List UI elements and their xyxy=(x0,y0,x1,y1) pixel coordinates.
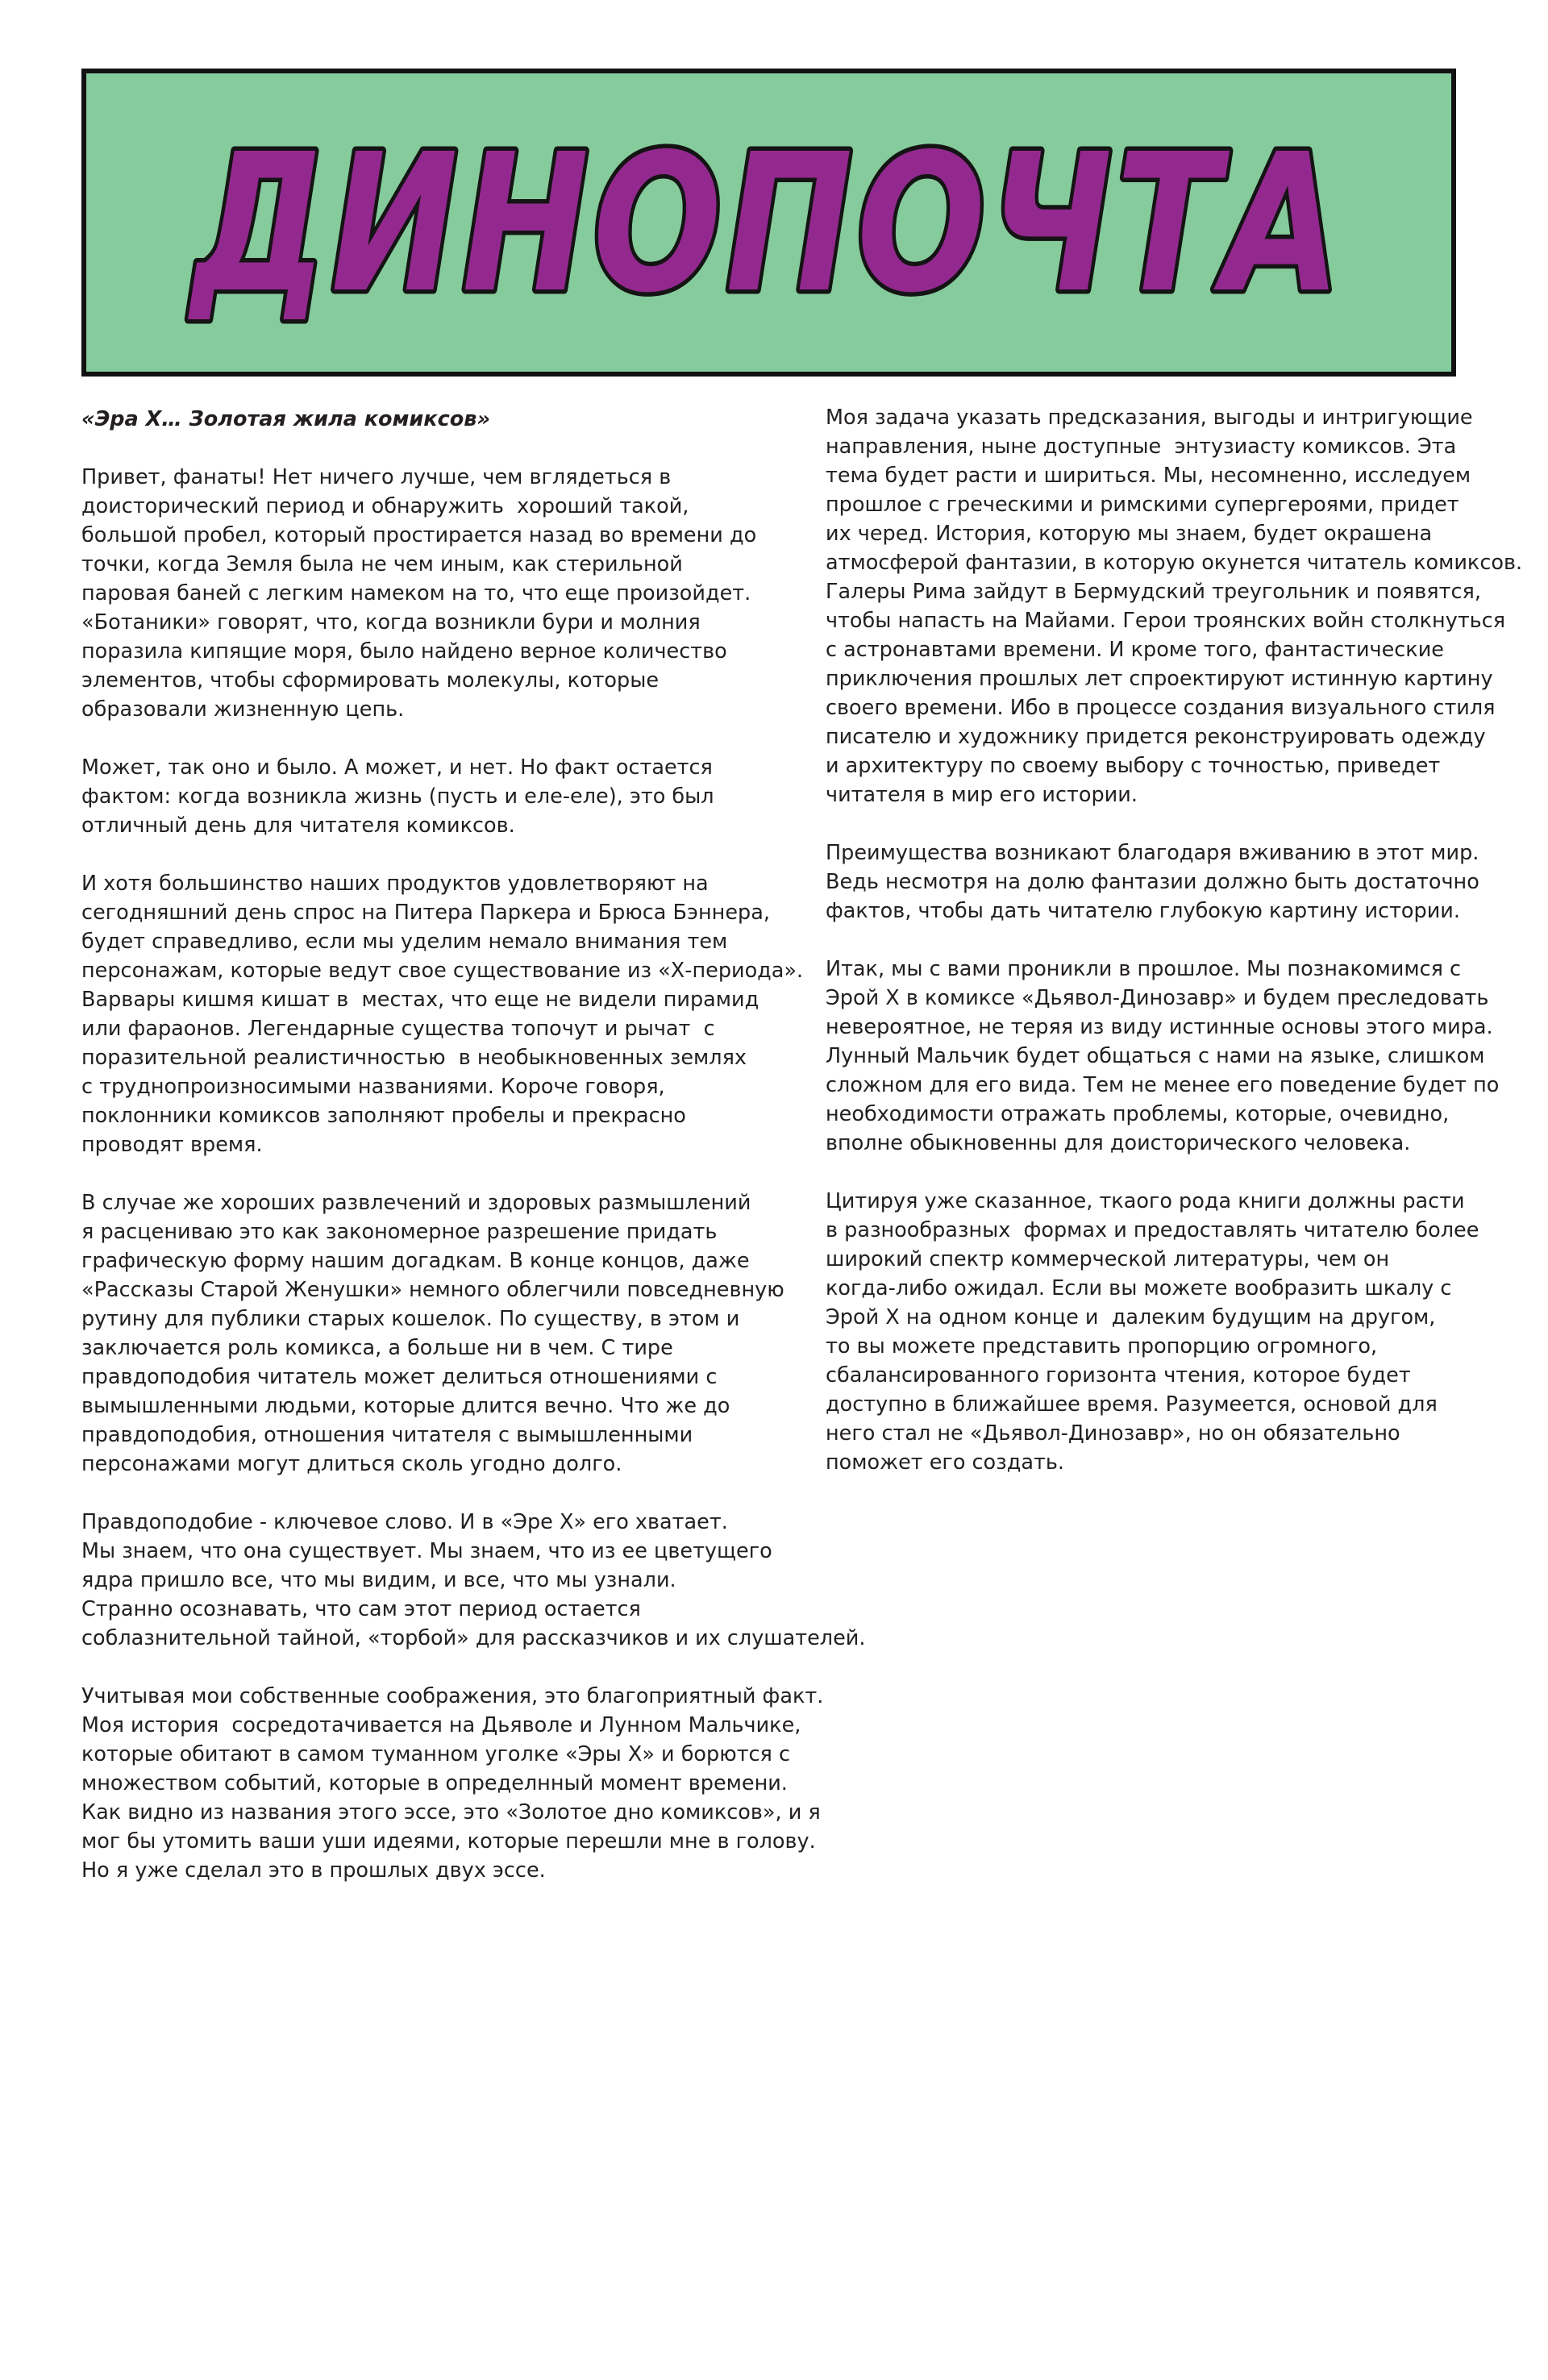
text-line: писателю и художнику придется реконструировать одежду xyxy=(826,725,1486,749)
paragraph xyxy=(826,403,1523,809)
text-line: правдоподобия, отношения читателя с вымышленными xyxy=(81,1423,693,1447)
text-line: чтобы напасть на Майами. Герои троянских войн столкнуться xyxy=(826,609,1506,633)
text-line: Мы знаем, что она существует. Мы знаем, что из ее цветущего xyxy=(81,1539,772,1563)
text-line: точки, когда Земля была не чем иным, как стерильной xyxy=(81,552,683,576)
text-line: Привет, фанаты! Нет ничего лучше, чем вглядеться в xyxy=(81,465,672,489)
text-line: необходимости отражать проблемы, которые, очевидно, xyxy=(826,1102,1450,1126)
text-line: заключается роль комикса, а больше ни в чем. С тире xyxy=(81,1336,673,1360)
text-line: Но я уже сделал это в прошлых двух эссе. xyxy=(81,1858,546,1883)
text-line: в разнообразных формах и предоставлять читателю более xyxy=(826,1218,1479,1242)
text-line: Эрой Х в комиксе «Дьявол-Динозавр» и будем преследовать xyxy=(826,986,1489,1010)
text-line: прошлое с греческими и римскими супергероями, придет xyxy=(826,493,1459,517)
text-line: и архитектуру по своему выбору с точностью, приведет xyxy=(826,754,1441,778)
text-line: Эрой Х на одном конце и далеким будущим на другом, xyxy=(826,1305,1436,1329)
title-graphic xyxy=(86,73,1451,372)
text-line: ядра пришло все, что мы видим, и все, что мы узнали. xyxy=(81,1568,676,1592)
text-line: поможет его создать. xyxy=(826,1450,1064,1475)
text-line: правдоподобия читатель может делиться отношениями с xyxy=(81,1365,718,1389)
text-line: поклонники комиксов заполняют пробелы и прекрасно xyxy=(81,1104,686,1128)
text-line: будет справедливо, если мы уделим немало внимания тем xyxy=(81,930,728,954)
text-line: тема будет расти и шириться. Мы, несомненно, исследуем xyxy=(826,464,1471,488)
text-line: направления, ныне доступные энтузиасту комиксов. Эта xyxy=(826,435,1457,459)
text-line: сложном для его вида. Тем не менее его поведение будет по xyxy=(826,1073,1500,1097)
text-line: Преимущества возникают благодаря вживанию в этот мир. xyxy=(826,841,1479,865)
text-line: с астронавтами времени. И кроме того, фантастические xyxy=(826,638,1444,662)
text-line: которые обитают в самом туманном уголке «Эры Х» и борются с xyxy=(81,1742,791,1766)
text-line: Варвары кишмя кишат в местах, что еще не видели пирамид xyxy=(81,988,759,1012)
page-title: ДИНОПОЧТА xyxy=(187,113,1345,335)
text-line: фактом: когда возникла жизнь (пусть и еле-еле), это был xyxy=(81,784,714,809)
text-line: атмосферой фантазии, в которую окунется читатель комиксов. xyxy=(826,551,1523,575)
text-line: доисторический период и обнаружить хороший такой, xyxy=(81,494,689,518)
paragraph xyxy=(826,1187,1519,1477)
text-line: Лунный Мальчик будет общаться с нами на языке, слишком xyxy=(826,1044,1485,1068)
text-line: невероятное, не теряя из виду истинные основы этого мира. xyxy=(826,1015,1493,1039)
text-line: персонажам, которые ведут свое существование из «Х-периода». xyxy=(81,959,804,983)
paragraph xyxy=(81,869,839,1159)
text-line: него стал не «Дьявол-Динозавр», но он обязательно xyxy=(826,1421,1400,1446)
paragraph xyxy=(81,1508,866,1653)
text-line: Цитируя уже сказанное, ткаого рода книги должны расти xyxy=(826,1189,1465,1213)
header-banner xyxy=(81,69,1456,377)
text-line: вполне обыкновенны для доисторического человека. xyxy=(826,1131,1411,1155)
text-line: своего времени. Ибо в процессе создания визуального стиля xyxy=(826,696,1496,720)
text-line: паровая баней с легким намеком на то, что еще произойдет. xyxy=(81,581,751,605)
text-line: В случае же хороших развлечений и здоровых размышлений xyxy=(81,1191,751,1215)
text-line: Правдоподобие - ключевое слово. И в «Эре Х» его хватает. xyxy=(81,1510,728,1534)
text-line: соблазнительной тайной, «торбой» для рассказчиков и их слушателей. xyxy=(81,1626,866,1650)
text-line: Странно осознавать, что сам этот период остается xyxy=(81,1597,641,1621)
text-line: множеством событий, которые в определнный момент времени. xyxy=(81,1771,788,1795)
text-line: «Ботаники» говорят, что, когда возникли бури и молния xyxy=(81,610,701,635)
text-line: Итак, мы с вами проникли в прошлое. Мы познакомимся с xyxy=(826,957,1462,981)
text-line: Учитывая мои собственные соображения, это благоприятный факт. xyxy=(81,1684,824,1708)
text-line: читателя в мир его истории. xyxy=(826,783,1138,807)
paragraph xyxy=(81,1188,839,1479)
text-line: Ведь несмотря на долю фантазии должно быть достаточно xyxy=(826,870,1479,894)
text-line: с труднопроизносимыми названиями. Короче говоря, xyxy=(81,1075,665,1099)
text-line: Галеры Рима зайдут в Бермудский треугольник и появятся, xyxy=(826,580,1481,604)
text-line: Моя задача указать предсказания, выгоды и интригующие xyxy=(826,406,1473,430)
paragraph xyxy=(81,1682,839,1885)
text-line: графическую форму нашим догадкам. В конце концов, даже xyxy=(81,1249,750,1273)
text-line: Моя история сосредотачивается на Дьяволе и Лунном Мальчике, xyxy=(81,1713,801,1737)
text-line: элементов, чтобы сформировать молекулы, которые xyxy=(81,668,660,693)
paragraph xyxy=(81,753,839,840)
text-line: когда-либо ожидал. Если вы можете вообразить шкалу с xyxy=(826,1276,1452,1300)
text-line: Как видно из названия этого эссе, это «Золотое дно комиксов», и я xyxy=(81,1800,821,1825)
right-column xyxy=(826,403,1523,1477)
paragraph xyxy=(81,463,839,724)
text-line: сегодняшний день спрос на Питера Паркера и Брюса Бэннера, xyxy=(81,901,770,925)
text-line: сбалансированного горизонта чтения, которое будет xyxy=(826,1363,1411,1388)
text-line: большой пробел, который простирается назад во времени до xyxy=(81,523,757,547)
text-line: «Рассказы Старой Женушки» немного облегчили повседневную xyxy=(81,1278,784,1302)
text-line: поразительной реалистичностью в необыкновенных землях xyxy=(81,1046,747,1070)
text-line: поразила кипящие моря, было найдено верное количество xyxy=(81,639,727,664)
text-line: мог бы утомить ваши уши идеями, которые перешли мне в голову. xyxy=(81,1829,816,1854)
text-line: образовали жизненную цепь. xyxy=(81,697,405,722)
text-line: Может, так оно и было. А может, и нет. Но факт остается xyxy=(81,755,713,780)
text-line: вымышленными людьми, которые длится вечно. Что же до xyxy=(81,1394,730,1418)
text-line: рутину для публики старых кошелок. По существу, в этом и xyxy=(81,1307,740,1331)
text-line: проводят время. xyxy=(81,1133,263,1157)
text-line: то вы можете представить пропорцию огромного, xyxy=(826,1334,1378,1359)
paragraph xyxy=(826,955,1519,1158)
text-line: приключения прошлых лет спроектируют истинную картину xyxy=(826,667,1493,691)
text-line: их черед. История, которую мы знаем, будет окрашена xyxy=(826,522,1433,546)
text-line: фактов, чтобы дать читателю глубокую картину истории. xyxy=(826,899,1460,923)
text-line: или фараонов. Легендарные существа топочут и рычат с xyxy=(81,1017,715,1041)
text-line: широкий спектр коммерческой литературы, чем он xyxy=(826,1247,1390,1271)
text-line: И хотя большинство наших продуктов удовлетворяют на xyxy=(81,872,709,896)
text-line: я расцениваю это как закономерное разрешение придать xyxy=(81,1220,718,1244)
text-line: отличный день для читателя комиксов. xyxy=(81,813,515,838)
left-column xyxy=(81,405,866,1885)
text-line: доступно в ближайшее время. Разумеется, основой для xyxy=(826,1392,1438,1417)
paragraph xyxy=(826,838,1519,926)
text-line: персонажами могут длиться сколь угодно долго. xyxy=(81,1452,622,1476)
essay-title: «Эра Х… Золотая жила комиксов» xyxy=(81,407,490,431)
